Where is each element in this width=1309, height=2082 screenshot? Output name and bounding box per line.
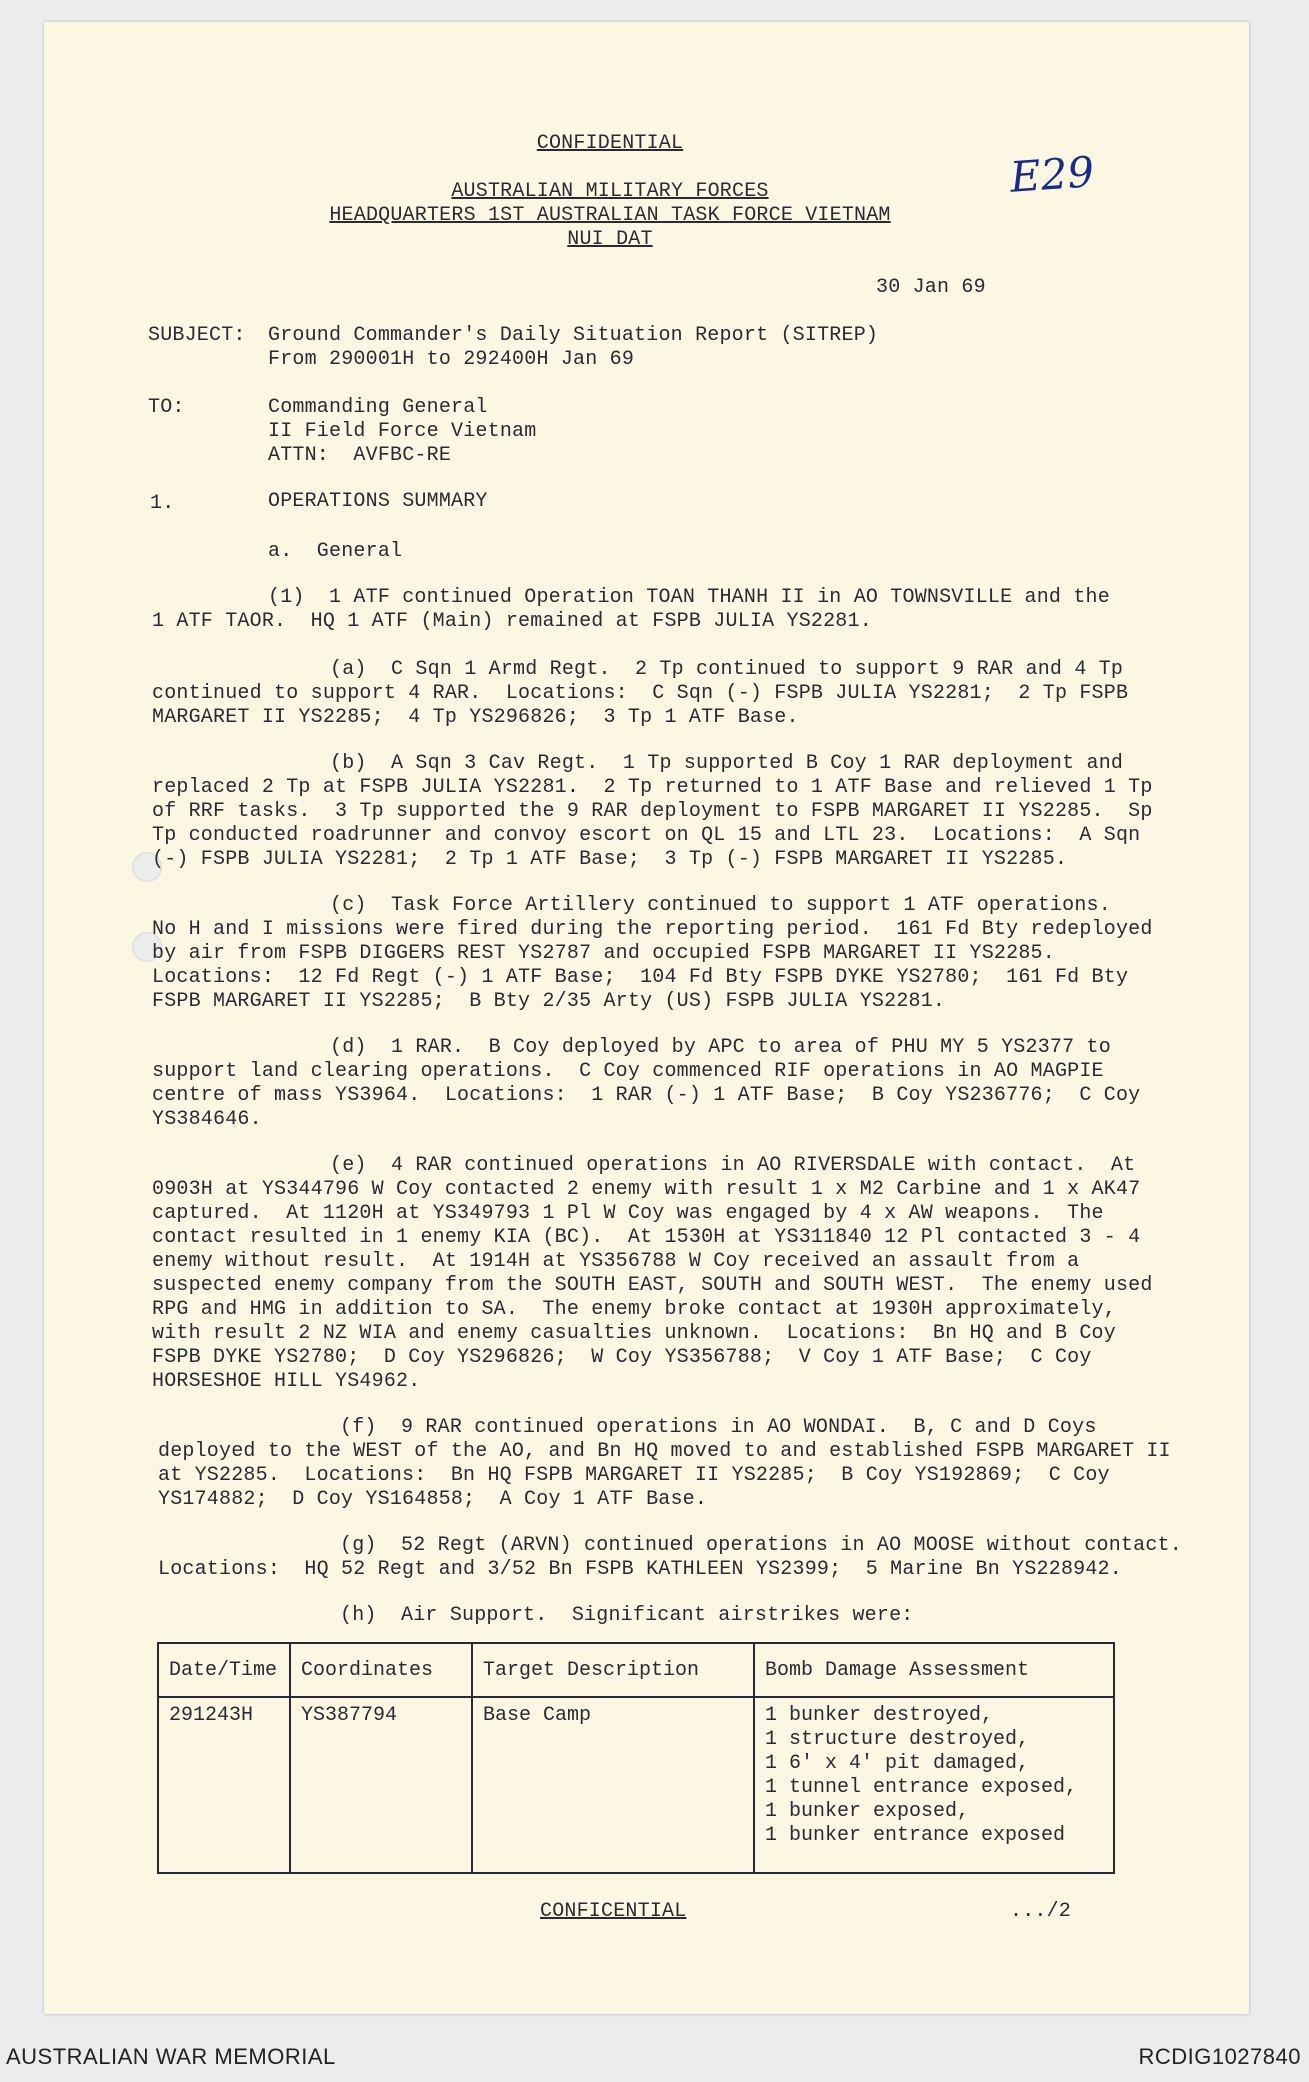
to-line: Commanding General xyxy=(268,396,488,419)
org-headquarters: HEADQUARTERS 1ST AUSTRALIAN TASK FORCE VIETNAM xyxy=(329,204,891,227)
paragraph-line: with result 2 NZ WIA and enemy casualties unknown. Locations: Bn HQ and B Coy xyxy=(152,1322,1116,1345)
archive-id: RCDIG1027840 xyxy=(1138,2044,1301,2069)
subject-label: SUBJECT: xyxy=(148,324,246,347)
cell-datetime: 291243H xyxy=(158,1697,290,1873)
paragraph-line: (c) Task Force Artillery continued to support 1 ATF operations. xyxy=(330,894,1111,917)
paragraph-h: (h) Air Support. Significant airstrikes were: xyxy=(340,1604,914,1627)
paragraph-line: (e) 4 RAR continued operations in AO RIVERSDALE with contact. At xyxy=(330,1154,1136,1177)
column-header-bda: Bomb Damage Assessment xyxy=(754,1643,1114,1697)
paragraph-line: by air from FSPB DIGGERS REST YS2787 and occupied FSPB MARGARET II YS2285. xyxy=(152,942,1055,965)
paragraph-line: HORSESHOE HILL YS4962. xyxy=(152,1370,421,1393)
to-label: TO: xyxy=(148,396,185,419)
classification-top: CONFIDENTIAL xyxy=(536,132,684,155)
paragraph-line: (d) 1 RAR. B Coy deployed by APC to area of PHU MY 5 YS2377 to xyxy=(330,1036,1111,1059)
paragraph-line: 0903H at YS344796 W Coy contacted 2 enemy with result 1 x M2 Carbine and 1 x AK47 xyxy=(152,1178,1141,1201)
paragraph-line: support land clearing operations. C Coy commenced RIF operations in AO MAGPIE xyxy=(152,1060,1104,1083)
paragraph-line: replaced 2 Tp at FSPB JULIA YS2281. 2 Tp returned to 1 ATF Base and relieved 1 Tp xyxy=(152,776,1153,799)
handwritten-reference: E29 xyxy=(1008,147,1096,202)
cell-bda xyxy=(754,1697,1114,1873)
paragraph-line: Tp conducted roadrunner and convoy escort on QL 15 and LTL 23. Locations: A Sqn xyxy=(152,824,1141,847)
paragraph-line: enemy without result. At 1914H at YS356788 W Coy received an assault from a xyxy=(152,1250,1080,1273)
paragraph-line: (f) 9 RAR continued operations in AO WONDAI. B, C and D Coys xyxy=(340,1416,1097,1439)
table-header-row xyxy=(158,1643,1114,1697)
paragraph-line: centre of mass YS3964. Locations: 1 RAR (-) 1 ATF Base; B Coy YS236776; C Coy xyxy=(152,1084,1141,1107)
subject-line: From 290001H to 292400H Jan 69 xyxy=(268,348,635,371)
paragraph-line: No H and I missions were fired during the reporting period. 161 Fd Bty redeployed xyxy=(152,918,1153,941)
to-line: ATTN: AVFBC-RE xyxy=(268,444,452,467)
paragraph-line: of RRF tasks. 3 Tp supported the 9 RAR deployment to FSPB MARGARET II YS2285. Sp xyxy=(152,800,1153,823)
archive-credit: AUSTRALIAN WAR MEMORIAL xyxy=(6,2044,336,2069)
bda-item: 1 6' x 4' pit damaged, xyxy=(765,1752,1030,1775)
paragraph-line: at YS2285. Locations: Bn HQ FSPB MARGARET II YS2285; B Coy YS192869; C Coy xyxy=(158,1464,1110,1487)
paragraph-line: (a) C Sqn 1 Armd Regt. 2 Tp continued to support 9 RAR and 4 Tp xyxy=(330,658,1124,681)
org-name: AUSTRALIAN MILITARY FORCES xyxy=(451,180,769,203)
column-header-target: Target Description xyxy=(472,1643,754,1697)
paragraph-line: FSPB MARGARET II YS2285; B Bty 2/35 Arty (US) FSPB JULIA YS2281. xyxy=(152,990,946,1013)
paragraph-line: MARGARET II YS2285; 4 Tp YS296826; 3 Tp 1 ATF Base. xyxy=(152,706,799,729)
subsection-title: a. General xyxy=(268,540,403,563)
page-continuation: .../2 xyxy=(1010,1900,1072,1923)
org-location: NUI DAT xyxy=(567,228,653,251)
section-number: 1. xyxy=(150,492,175,515)
paragraph-line: contact resulted in 1 enemy KIA (BC). At 1530H at YS311840 12 Pl contacted 3 - 4 xyxy=(152,1226,1141,1249)
bda-item: 1 bunker destroyed, xyxy=(765,1704,994,1727)
classification-bottom: CONFICENTIAL xyxy=(540,1900,687,1923)
airstrike-table xyxy=(157,1642,1115,1874)
paragraph-line: 1 ATF TAOR. HQ 1 ATF (Main) remained at FSPB JULIA YS2281. xyxy=(152,610,872,633)
paragraph-line: (b) A Sqn 3 Cav Regt. 1 Tp supported B Coy 1 RAR deployment and xyxy=(330,752,1124,775)
paragraph-line: suspected enemy company from the SOUTH EAST, SOUTH and SOUTH WEST. The enemy used xyxy=(152,1274,1153,1297)
paragraph-line: (-) FSPB JULIA YS2281; 2 Tp 1 ATF Base; 3 Tp (-) FSPB MARGARET II YS2285. xyxy=(152,848,1068,871)
subject-line: Ground Commander's Daily Situation Report (SITREP) xyxy=(268,324,879,347)
section-title: OPERATIONS SUMMARY xyxy=(268,490,488,513)
paragraph-line: YS174882; D Coy YS164858; A Coy 1 ATF Base. xyxy=(158,1488,708,1511)
column-header-coordinates: Coordinates xyxy=(290,1643,472,1697)
paragraph-line: RPG and HMG in addition to SA. The enemy broke contact at 1930H approximately, xyxy=(152,1298,1116,1321)
paragraph-line: YS384646. xyxy=(152,1108,262,1131)
paragraph-line: Locations: 12 Fd Regt (-) 1 ATF Base; 104 Fd Bty FSPB DYKE YS2780; 161 Fd Bty xyxy=(152,966,1129,989)
column-header-datetime: Date/Time xyxy=(158,1643,290,1697)
bda-item: 1 tunnel entrance exposed, xyxy=(765,1776,1078,1799)
document-date: 30 Jan 69 xyxy=(876,276,986,299)
paragraph-line: captured. At 1120H at YS349793 1 Pl W Coy was engaged by 4 x AW weapons. The xyxy=(152,1202,1104,1225)
paragraph-line: deployed to the WEST of the AO, and Bn HQ moved to and established FSPB MARGARET II xyxy=(158,1440,1171,1463)
cell-target: Base Camp xyxy=(472,1697,754,1873)
bda-item: 1 bunker entrance exposed xyxy=(765,1824,1066,1847)
bda-item: 1 bunker exposed, xyxy=(765,1800,970,1823)
paragraph-line: continued to support 4 RAR. Locations: C Sqn (-) FSPB JULIA YS2281; 2 Tp FSPB xyxy=(152,682,1129,705)
paragraph-line: (g) 52 Regt (ARVN) continued operations in AO MOOSE without contact. xyxy=(340,1534,1182,1557)
bda-item: 1 structure destroyed, xyxy=(765,1728,1030,1751)
paragraph-line: (1) 1 ATF continued Operation TOAN THANH II in AO TOWNSVILLE and the xyxy=(268,586,1110,609)
to-line: II Field Force Vietnam xyxy=(268,420,537,443)
cell-coordinates: YS387794 xyxy=(290,1697,472,1873)
table-row xyxy=(158,1697,1114,1873)
paragraph-line: Locations: HQ 52 Regt and 3/52 Bn FSPB KATHLEEN YS2399; 5 Marine Bn YS228942. xyxy=(158,1558,1122,1581)
paragraph-line: FSPB DYKE YS2780; D Coy YS296826; W Coy YS356788; V Coy 1 ATF Base; C Coy xyxy=(152,1346,1092,1369)
